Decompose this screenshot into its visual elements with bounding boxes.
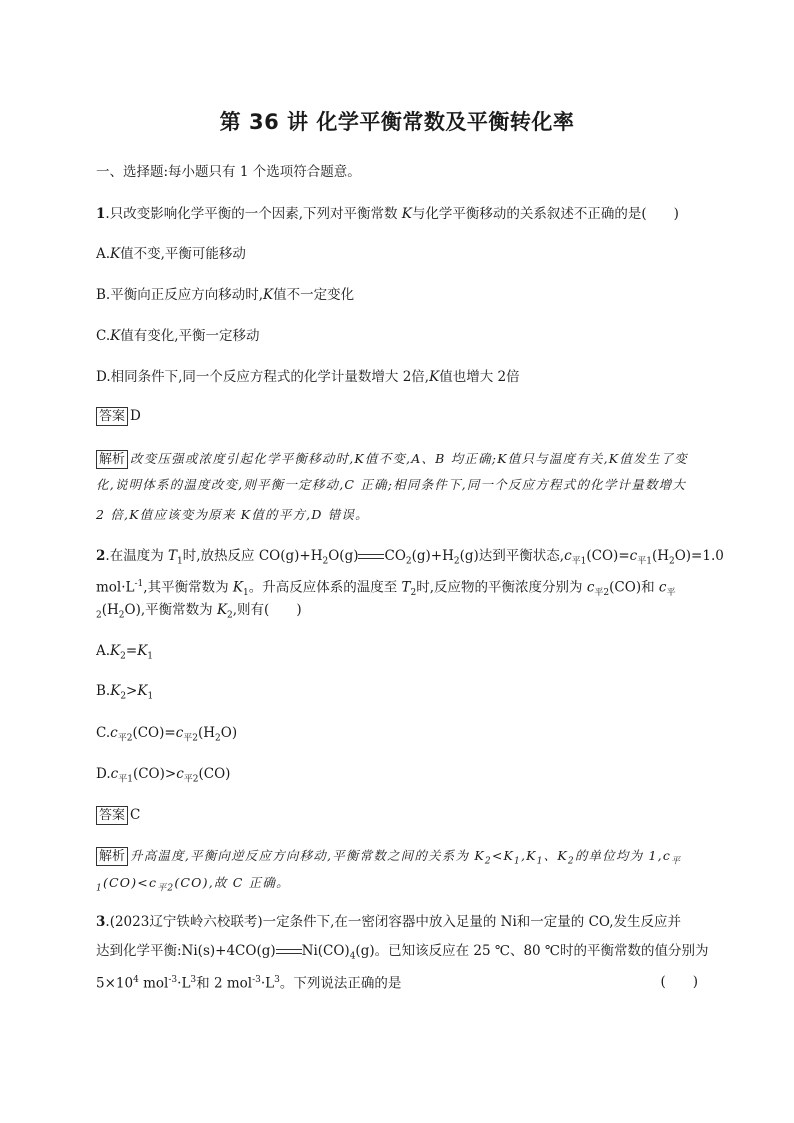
explanation-label: 解析: [96, 847, 128, 866]
question-3-stem-line-2: 达到化学平衡:Ni(s)+4CO(g) $Ni(CO)_4(g)$。已知该反应在 25 ℃、80 ℃时的平衡常数的值分别为: [96, 943, 709, 962]
question-2-option-a: $A.K_2=K_1$: [96, 643, 154, 662]
page-title: 第 36 讲 化学平衡常数及平衡转化率: [219, 110, 575, 134]
question-1-answer: 答案 D: [96, 406, 141, 426]
question-1-option-d: D.相同条件下,同一个反应方程式的化学计量数增大 2倍,K值也增大 2倍: [96, 369, 520, 385]
question-number: 1: [96, 206, 106, 222]
question-1-option-a: A.K值不变,平衡可能移动: [96, 246, 246, 262]
question-1-stem: 1.只改变影响化学平衡的一个因素,下列对平衡常数 K与化学平衡移动的关系叙述不正确的是( ): [96, 206, 679, 222]
answer-label: 答案: [96, 407, 128, 426]
question-2-stem-line-3: $_2(H_2O)$,平衡常数为 $K_2$,则有( ): [96, 602, 302, 621]
question-2-explanation: 解析 升高温度,平衡向逆反应方向移动,平衡常数之间的关系为 $K_2<K_1,K_1$、$K_2$的单位均为 $1,c_平$: [96, 846, 681, 872]
question-1-option-b: B.平衡向正反应方向移动时,K值不一定变化: [96, 287, 355, 303]
question-2-stem-line-2: $mol\cdot L^{-1}$,其平衡常数为 $K_1$。升高反应体系的温度至 $T_2$时,反应物的平衡浓度分别为 $c_{平2}(CO)$和 $c_平$: [96, 579, 676, 599]
question-2-stem: 2.在温度为 $T_1$时,放热反应 $CO(g)+H_2O(g)$ $CO_2(g)+H_2(g)$达到平衡状态$,c_{平1}(CO)=c_{平1}(H_2O)=1.0$: [96, 548, 724, 567]
question-2-option-c: $C.c_{平2}(CO)=c_{平2}(H_2O)$: [96, 725, 238, 744]
question-1-explanation-line-3: 2 倍,K值应该变为原来 K值的平方,D 错误。: [96, 507, 369, 522]
explanation-label: 解析: [96, 450, 128, 469]
question-number: 2: [96, 548, 106, 564]
question-2-option-b: $B.K_2>K_1$: [96, 683, 154, 702]
question-3-stem: 3.(2023辽宁铁岭六校联考)一定条件下,在一密闭容器中放入足量的 Ni和一定量的 CO,发生反应并: [96, 914, 681, 930]
section-heading: 一、选择题:每小题只有 1 个选项符合题意。: [96, 164, 361, 180]
equilibrium-arrow: [276, 947, 302, 957]
question-2-option-d: $D.c_{平1}(CO)>c_{平2}(CO)$: [96, 766, 231, 785]
answer-label: 答案: [96, 806, 128, 825]
question-1-explanation-line-2: 化,说明体系的温度改变,则平衡一定移动,C 正确;相同条件下,同一个反应方程式的化学计量数增大: [96, 477, 687, 492]
question-2-explanation-line-2: $_1(CO)<c_{平2}(CO)$,故 C 正确。: [96, 875, 290, 894]
equilibrium-arrow: [358, 552, 384, 562]
question-number: 3: [96, 914, 106, 930]
question-2-answer: 答案 C: [96, 805, 140, 825]
question-3-stem-line-3: $5\times 10^4$ $mol^{-3}\cdot L^3$和 2 $mol^{-3}\cdot L^3$。下列说法正确的是: [96, 975, 402, 992]
answer-blank: ( ): [660, 974, 698, 990]
question-1-option-c: C.K值有变化,平衡一定移动: [96, 328, 260, 344]
question-1-explanation: 解析 改变压强或浓度引起化学平衡移动时,K值不变,A、B 均正确;K值只与温度有关,K值发生了变: [96, 449, 688, 469]
